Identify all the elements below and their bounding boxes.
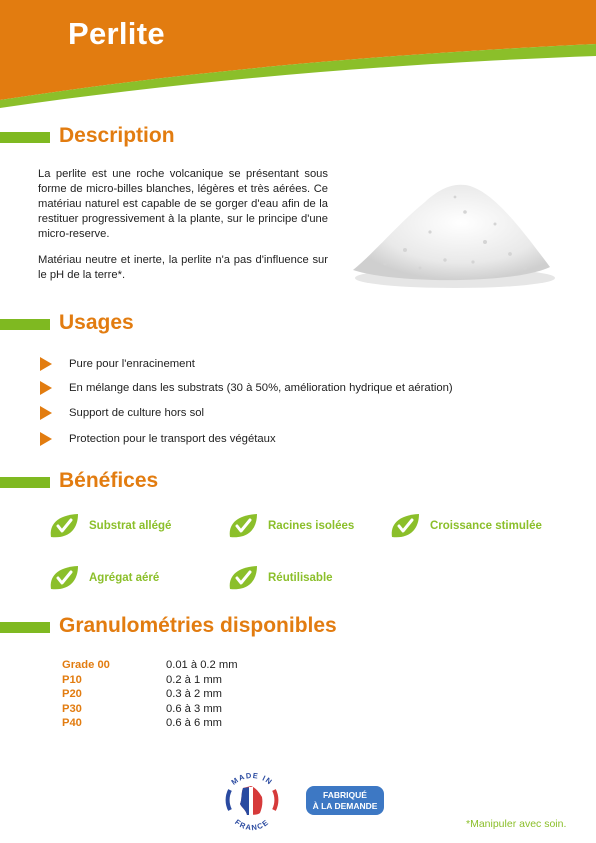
section-title-usages: Usages [59, 311, 134, 334]
grade-size: 0.01 à 0.2 mm [166, 659, 238, 671]
page-title: Perlite [68, 16, 165, 51]
description-paragraph-1: La perlite est une roche volcanique se présentant sous forme de micro-billes blanches, légères et très aérées. Ce matériau naturel est capable de se gorger d'eau afin de la restituer progressivement à la plante, sur le principe d'une micro-reserve. [38, 168, 328, 240]
leaf-check-icon [47, 563, 81, 593]
section-title-benefices: Bénéfices [59, 469, 159, 492]
svg-text:MADE IN [230, 771, 275, 787]
benefit-item: Croissance stimulée [388, 511, 542, 541]
list-item: Pure pour l'enracinement [40, 356, 195, 372]
grade-label: P30 [62, 702, 82, 715]
footer-note: *Manipuler avec soin. [466, 818, 567, 830]
made-in-text: MADE IN [229, 770, 275, 787]
section-title-description: Description [59, 124, 175, 147]
header-banner [0, 0, 596, 110]
section-bar [0, 319, 50, 330]
arrow-right-icon [40, 406, 52, 420]
grade-size: 0.6 à 6 mm [166, 717, 222, 729]
grade-label: P40 [62, 717, 82, 729]
section-title-granulometries: Granulométries disponibles [59, 614, 337, 637]
fabrique-a-la-demande-badge: FABRIQUÉ À LA DEMANDE [306, 786, 384, 815]
grade-label: P20 [62, 688, 82, 700]
perlite-image [345, 172, 560, 292]
list-item: En mélange dans les substrats (30 à 50%, amélioration hydrique et aération) [40, 380, 453, 396]
grade-label: P10 [62, 673, 82, 686]
svg-text:FRANCE [233, 817, 271, 832]
france-text: FRANCE [233, 817, 271, 833]
benefit-item: Substrat allégé [47, 511, 171, 541]
benefit-item: Racines isolées [226, 511, 354, 541]
arrow-right-icon [40, 432, 52, 446]
leaf-check-icon [226, 563, 260, 593]
grade-size: 0.3 à 2 mm [166, 688, 222, 700]
arrow-right-icon [40, 381, 52, 395]
section-bar [0, 132, 50, 143]
list-item: Protection pour le transport des végétaux [40, 431, 276, 447]
leaf-check-icon [47, 511, 81, 541]
grade-label: Grade 00 [62, 659, 110, 671]
arrow-right-icon [40, 357, 52, 371]
benefit-item: Agrégat aéré [47, 563, 159, 593]
benefit-item: Réutilisable [226, 563, 333, 593]
leaf-check-icon [226, 511, 260, 541]
section-bar [0, 622, 50, 633]
list-item: Support de culture hors sol [40, 405, 204, 421]
description-paragraph-2: Matériau neutre et inerte, la perlite n'a pas d'influence sur le pH de la terre*. [38, 254, 328, 281]
section-bar [0, 477, 50, 488]
grade-size: 0.2 à 1 mm [166, 673, 222, 686]
leaf-check-icon [388, 511, 422, 541]
grade-size: 0.6 à 3 mm [166, 702, 222, 715]
made-in-france-badge [216, 768, 288, 836]
